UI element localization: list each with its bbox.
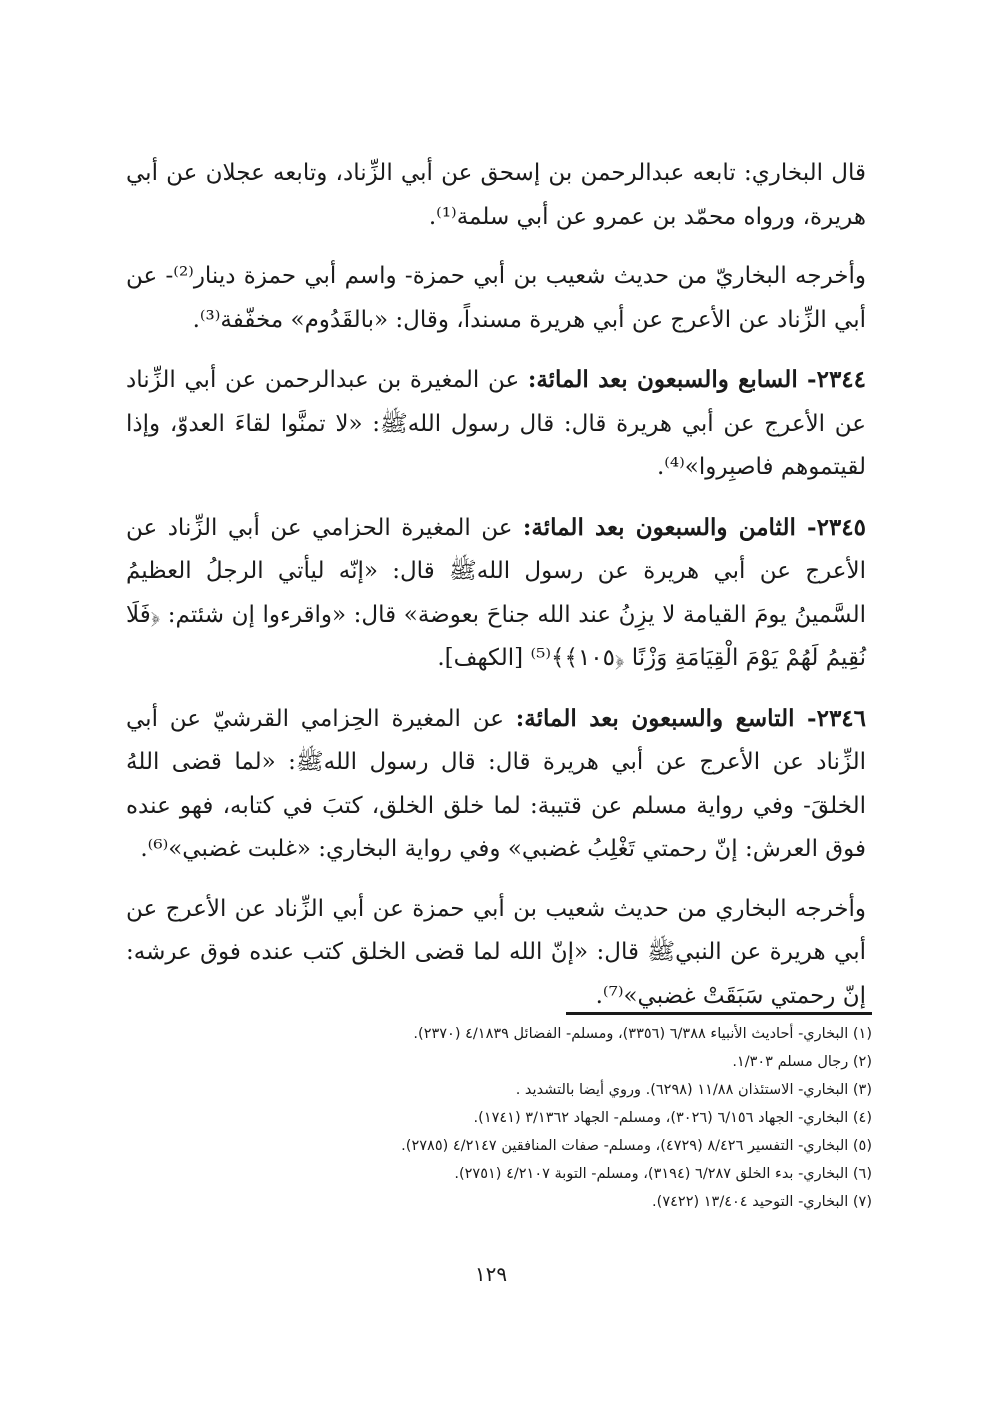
footnote-item: (٧) البخاري- التوحيد ١٣/٤٠٤ (٧٤٢٢). <box>652 1194 872 1210</box>
paragraph-bukhari-shuayb-2 <box>126 888 866 1019</box>
footnote-separator <box>566 1012 872 1015</box>
hadith-number-heading: ٢٣٤٤- السابع والسبعون بعد المائة: <box>527 366 867 393</box>
hadith-2346 <box>126 697 866 872</box>
main-text <box>126 152 866 1018</box>
footnote-item: (١) البخاري- أحاديث الأنبياء ٦/٣٨٨ (٣٣٥٦)، ومسلم- الفضائل ٤/١٨٣٩ (٢٣٧٠). <box>413 1026 872 1042</box>
paragraph-bukhari-shuayb <box>126 255 866 342</box>
footnotes-list <box>240 1020 872 1216</box>
paragraph-text: وأخرجه البخاريّ من حديث شعيب بن أبي حمزة- واسم أبي حمزة دينار⁽²⁾- عن أبي الزِّناد عن الأعرج عن أبي هريرة مسنداً، وقال: «بالقَدُوم» مخفّفة⁽³⁾. <box>126 263 866 333</box>
hadith-text: عن المغيرة الحزامي عن أبي الزِّناد عن الأعرج عن أبي هريرة عن رسول اللهﷺ قال: «إنّه ليأتي الرجلُ العظيمُ السَّمينُ يومَ القيامة لا يزِنُ عند الله جناحَ بعوضة» قال: «واقرءوا إن شئتم: ﴿فَلَا نُقِيمُ لَهُمْ يَوْمَ الْقِيَامَةِ وَزْنًا ﴿١٠٥﴾﴾⁽⁵⁾ [الكهف]. <box>126 514 866 671</box>
hadith-text: عن المغيرة بن عبدالرحمن عن أبي الزِّناد عن الأعرج عن أبي هريرة قال: قال رسول اللهﷺ: «لا تمنَّوا لقاءَ العدوّ، وإذا لقيتموهم فاصبِروا»⁽⁴⁾. <box>126 367 866 480</box>
footnote-item: (٣) البخاري- الاستئذان ١١/٨٨ (٦٢٩٨). وروي أيضا بالتشديد . <box>515 1082 872 1098</box>
hadith-text: عن المغيرة الحِزامي القرشيّ عن أبي الزِّناد عن الأعرج عن أبي هريرة قال: قال رسول اللهﷺ: «لما قضى اللهُ الخلقَ- وفي رواية مسلم عن قتيبة: لما خلق الخلق، كتبَ في كتابه، فهو عنده فوق العرش: إنّ رحمتي تَغْلِبُ غضبي» وفي رواية البخاري: «غلبت غضبي»⁽⁶⁾. <box>126 705 866 862</box>
hadith-2345 <box>126 506 866 681</box>
hadith-number-heading: ٢٣٤٦- التاسع والسبعون بعد المائة: <box>515 704 867 732</box>
hadith-number-heading: ٢٣٤٥- الثامن والسبعون بعد المائة: <box>522 513 866 541</box>
footnote-item: (٥) البخاري- التفسير ٨/٤٢٦ (٤٧٢٩)، ومسلم- صفات المنافقين ٤/٢١٤٧ (٢٧٨٥). <box>401 1138 872 1154</box>
paragraph-bukhari-tabaa <box>126 152 866 239</box>
paragraph-text: قال البخاري: تابعه عبدالرحمن بن إسحق عن أبي الزِّناد، وتابعه عجلان عن أبي هريرة، ورواه محمّد بن عمرو عن أبي سلمة⁽¹⁾. <box>126 160 866 230</box>
paragraph-text: وأخرجه البخاري من حديث شعيب بن أبي حمزة عن أبي الزِّناد عن الأعرج عن أبي هريرة عن النبيﷺ قال: «إنّ الله لما قضى الخلق كتب عنده فوق عرشه: إنّ رحمتي سَبَقَتْ غضبي»⁽⁷⁾. <box>126 895 866 1009</box>
footnote-item: (٦) البخاري- بدء الخلق ٦/٢٨٧ (٣١٩٤)، ومسلم- التوبة ٤/٢١٠٧ (٢٧٥١). <box>454 1166 872 1182</box>
hadith-2344 <box>126 358 866 490</box>
footnote-item: (٤) البخاري- الجهاد ٦/١٥٦ (٣٠٢٦)، ومسلم- الجهاد ٣/١٣٦٢ (١٧٤١). <box>473 1110 872 1126</box>
page-number: ١٢٩ <box>474 1262 508 1286</box>
footnote-item: (٢) رجال مسلم ١/٣٠٣. <box>732 1054 872 1070</box>
